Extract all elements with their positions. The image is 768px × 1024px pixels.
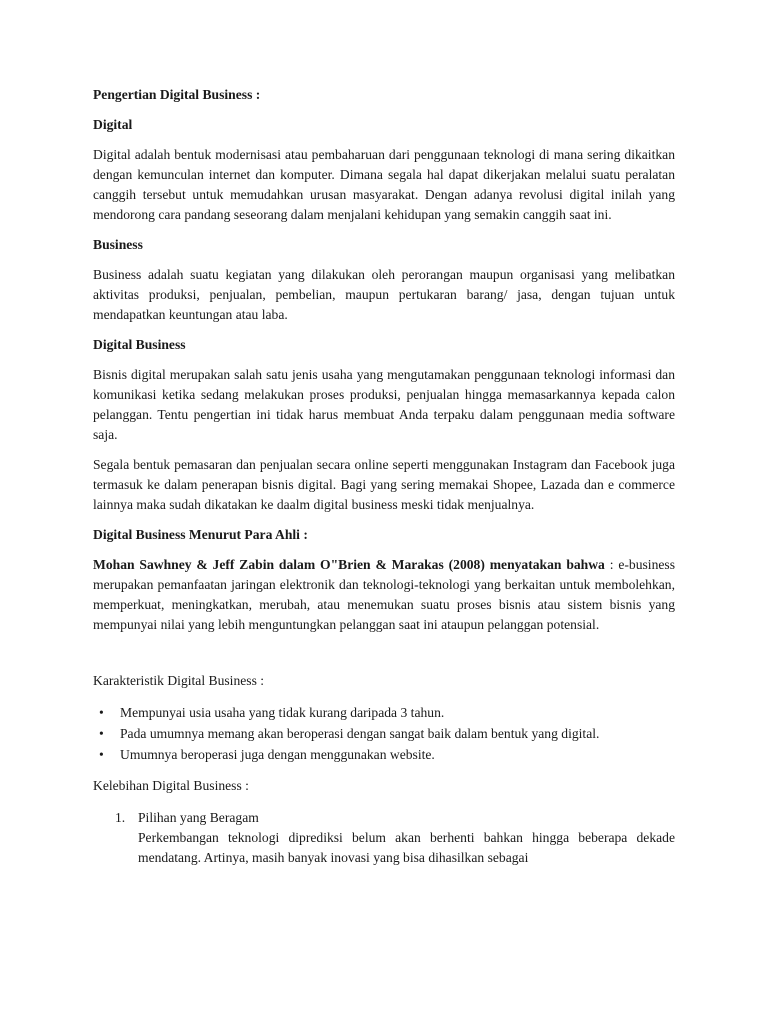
- experts-citation: Mohan Sawhney & Jeff Zabin dalam O"Brien & Marakas (2008) menyatakan bahwa: [93, 557, 605, 572]
- section-heading-experts: Digital Business Menurut Para Ahli :: [93, 527, 308, 542]
- section-heading-digital: Digital: [93, 117, 133, 132]
- list-item-body: Perkembangan teknologi diprediksi belum akan berhenti bahkan hingga beberapa dekade mendatang. Artinya, masih banyak inovasi yang bisa dihasilkan sebagai: [138, 830, 675, 865]
- experts-definition: : e-business merupakan pemanfaatan jaringan elektronik dan teknologi-teknologi yang berkaitan untuk membolehkan, memperkuat, meningkatkan, merubah, atau menemukan suatu proses bisnis atau sistem bisnis yang mempunyai nilai yang lebih menguntungkan pelanggan saat ini ataupun pelanggan potensial.: [93, 557, 675, 632]
- paragraph-experts: [93, 555, 675, 635]
- section-heading-business: Business: [93, 237, 143, 252]
- section-heading-advantages: Kelebihan Digital Business :: [93, 778, 249, 793]
- paragraph-digital: Digital adalah bentuk modernisasi atau pembaharuan dari penggunaan teknologi di mana sering dikaitkan dengan kemunculan internet dan komputer. Dimana segala hal dapat dikerjakan melalui suatu peralatan canggih tersebut untuk memudahkan urusan masyarakat. Dengan adanya revolusi digital inilah yang mendorong cara pandang seseorang dalam menjalani kehidupan yang semakin canggih saat ini.: [93, 147, 675, 222]
- advantages-list: [93, 808, 675, 868]
- bullet-icon: •: [99, 705, 104, 720]
- list-item: [93, 808, 675, 868]
- bullet-icon: •: [99, 747, 104, 762]
- list-item: [93, 724, 675, 745]
- paragraph-digital-business-1: Bisnis digital merupakan salah satu jenis usaha yang mengutamakan penggunaan teknologi informasi dan komunikasi ketika sedang melakukan proses produksi, penjualan hingga memasarkannya kepada calon pelanggan. Tentu pengertian ini tidak harus membuat Anda terpaku dalam penggunaan media software saja.: [93, 367, 675, 442]
- list-item-text: Umumnya beroperasi juga dengan menggunakan website.: [120, 747, 435, 762]
- document-title: Pengertian Digital Business :: [93, 87, 261, 102]
- list-item: [93, 703, 675, 724]
- list-item: [93, 745, 675, 766]
- list-item-title: Pilihan yang Beragam: [138, 810, 259, 825]
- list-item-number: 1.: [115, 810, 126, 825]
- paragraph-business: Business adalah suatu kegiatan yang dilakukan oleh perorangan maupun organisasi yang melibatkan aktivitas produksi, penjualan, pembelian, maupun pertukaran barang/ jasa, dengan tujuan untuk mendapatkan keuntungan atau laba.: [93, 267, 675, 322]
- section-heading-characteristics: Karakteristik Digital Business :: [93, 673, 265, 688]
- bullet-icon: •: [99, 726, 104, 741]
- list-item-text: Pada umumnya memang akan beroperasi dengan sangat baik dalam bentuk yang digital.: [120, 726, 600, 741]
- document-page: [93, 85, 675, 868]
- list-item-text: Mempunyai usia usaha yang tidak kurang daripada 3 tahun.: [120, 705, 445, 720]
- paragraph-digital-business-2: Segala bentuk pemasaran dan penjualan secara online seperti menggunakan Instagram dan Facebook juga termasuk ke dalam penerapan bisnis digital. Bagi yang sering memakai Shopee, Lazada dan e commerce lainnya maka sudah dikatakan ke daalm digital business meski tidak menjualnya.: [93, 457, 675, 512]
- section-heading-digital-business: Digital Business: [93, 337, 186, 352]
- characteristics-list: [93, 703, 675, 766]
